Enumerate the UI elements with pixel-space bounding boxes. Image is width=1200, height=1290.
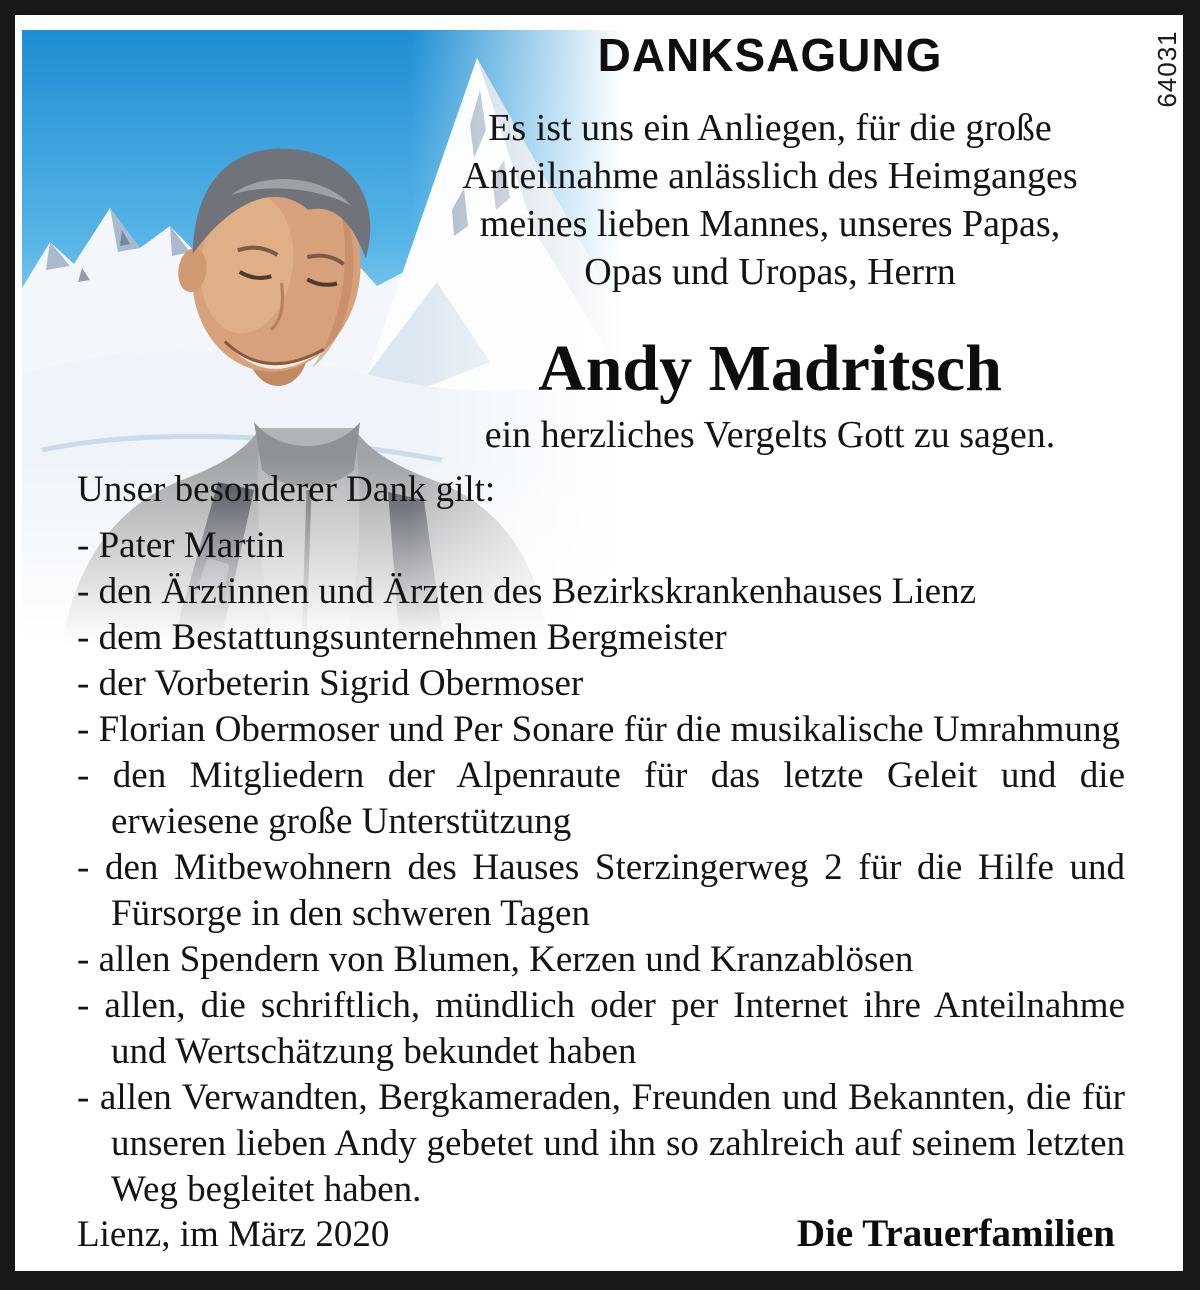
thanks-item xyxy=(77,983,1125,1075)
item-dash: - xyxy=(77,985,90,1026)
thanks-item xyxy=(77,707,1125,753)
item-dash: - xyxy=(77,847,90,888)
item-dash: - xyxy=(77,709,90,750)
signature: Die Trauerfamilien xyxy=(796,1212,1115,1255)
item-dash: - xyxy=(77,525,90,566)
thanks-section xyxy=(77,467,1125,1213)
intro-line: Anteilnahme anlässlich des Heimganges xyxy=(462,155,1078,197)
intro-line: Es ist uns ein Anliegen, für die große xyxy=(488,107,1052,149)
thanks-item xyxy=(77,523,1125,569)
thanks-item xyxy=(77,569,1125,615)
footer xyxy=(77,1212,1115,1257)
thanks-item xyxy=(77,615,1125,661)
intro-line: Opas und Uropas, Herrn xyxy=(584,251,956,293)
item-dash: - xyxy=(77,571,90,612)
thanks-heading: Unser besonderer Dank gilt: xyxy=(77,469,496,510)
thanks-item xyxy=(77,845,1125,937)
deceased-name: Andy Madritsch xyxy=(538,332,1002,405)
intro-line: meines lieben Mannes, unseres Papas, xyxy=(479,203,1061,245)
item-dash: - xyxy=(77,1077,90,1118)
item-dash: - xyxy=(77,755,90,796)
item-text: allen Spendern von Blumen, Kerzen und Kranzablösen xyxy=(98,939,914,980)
intro-text xyxy=(440,104,1100,296)
notice-title: DANKSAGUNG xyxy=(597,29,943,81)
header-column xyxy=(440,28,1100,458)
thanks-item xyxy=(77,937,1125,983)
item-text: Pater Martin xyxy=(98,525,285,566)
notice-sheet xyxy=(15,15,1183,1271)
item-text: den Mitgliedern der Alpenraute für das letzte Geleit und die erwiesene große Unterstützung xyxy=(111,755,1126,842)
item-text: allen Verwandten, Bergkameraden, Freunden und Bekannten, die für unseren lieben Andy gebetet und ihn so zahlreich auf seinem letzten Weg begleitet haben. xyxy=(99,1077,1125,1210)
thanks-item xyxy=(77,1075,1125,1213)
archive-number: 64031 xyxy=(1152,30,1182,108)
thanks-item xyxy=(77,753,1125,845)
item-text: der Vorbeterin Sigrid Obermoser xyxy=(98,663,584,704)
closing-line: ein herzliches Vergelts Gott zu sagen. xyxy=(484,414,1056,456)
item-text: Florian Obermoser und Per Sonare für die musikalische Umrahmung xyxy=(98,709,1120,750)
item-dash: - xyxy=(77,939,90,980)
item-dash: - xyxy=(77,663,90,704)
item-text: allen, die schriftlich, mündlich oder per Internet ihre Anteilnahme und Wertschätzung bekundet haben xyxy=(104,985,1125,1072)
item-text: den Mitbewohnern des Hauses Sterzingerweg 2 für die Hilfe und Fürsorge in den schweren Tagen xyxy=(104,847,1126,934)
item-dash: - xyxy=(77,617,90,658)
thanks-item xyxy=(77,661,1125,707)
item-text: den Ärztinnen und Ärzten des Bezirkskrankenhauses Lienz xyxy=(98,571,976,612)
place-date: Lienz, im März 2020 xyxy=(77,1214,390,1255)
item-text: dem Bestattungsunternehmen Bergmeister xyxy=(98,617,727,658)
thanks-list xyxy=(77,523,1125,1213)
